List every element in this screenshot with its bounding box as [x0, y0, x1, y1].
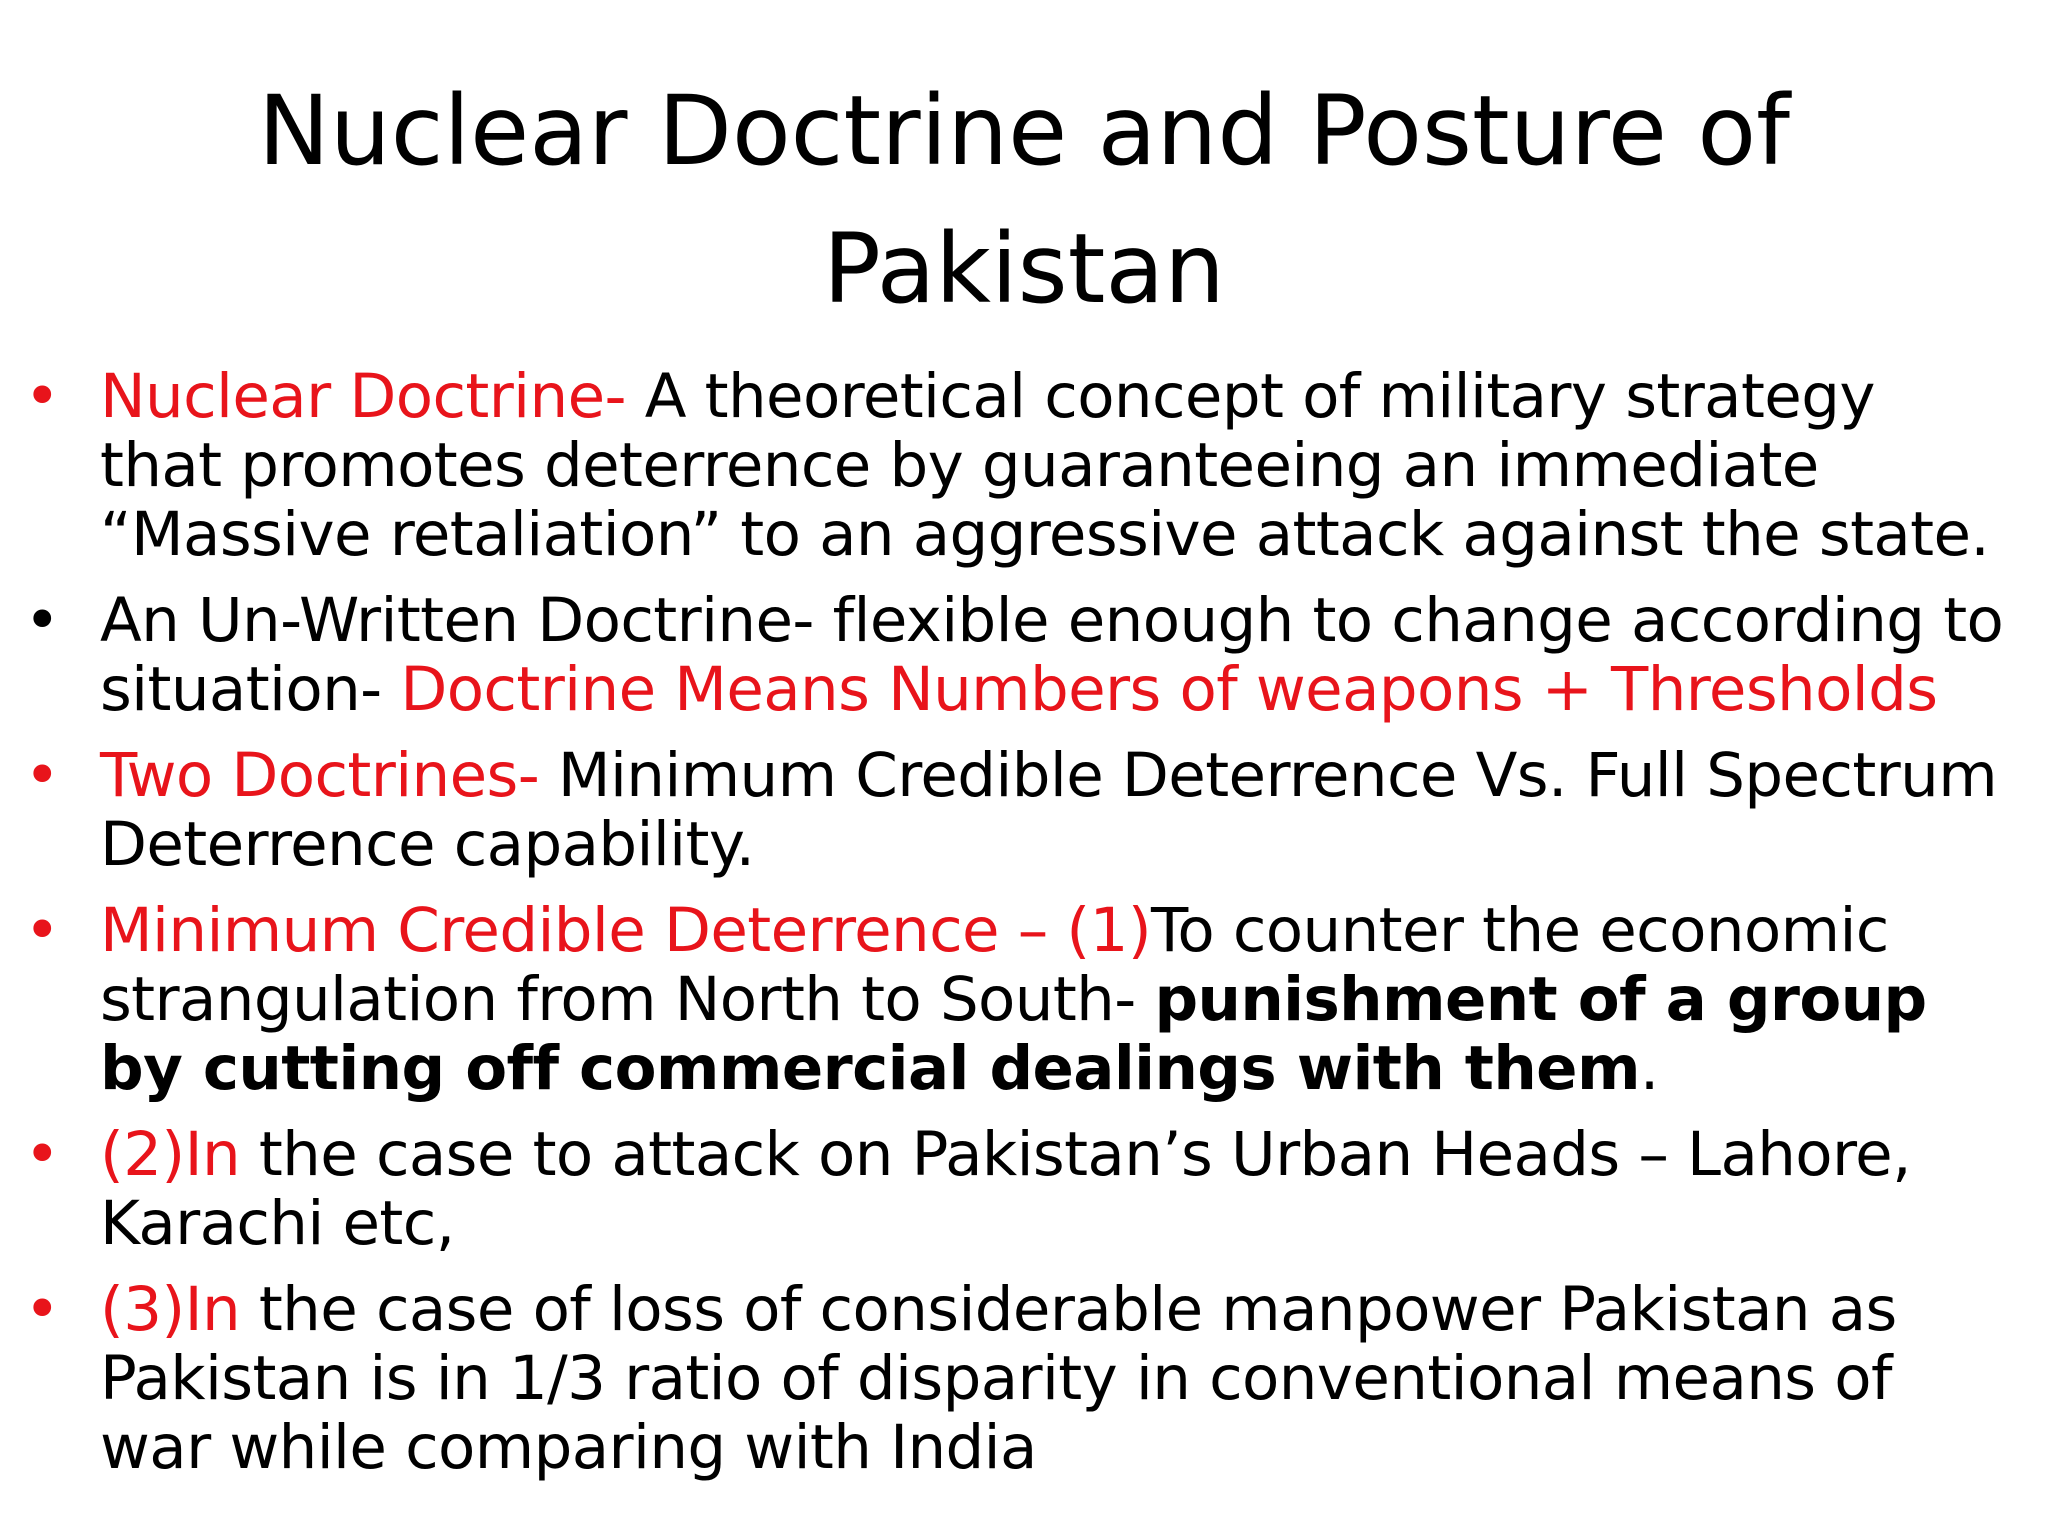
- bullet-lead: Nuclear Doctrine-: [100, 361, 626, 432]
- bullet-end: .: [1639, 1033, 1659, 1104]
- bullet-list: [0, 362, 2048, 1499]
- bullet-text: To counter the economic strangulation from North to South-: [100, 895, 1889, 1035]
- bullet-dot-icon: •: [24, 585, 60, 656]
- bullet-item-two-doctrines: [0, 741, 2048, 879]
- bullet-item-manpower-loss: [0, 1275, 2048, 1482]
- bullet-text: the case to attack on Pakistan’s Urban Heads – Lahore, Karachi etc,: [100, 1119, 1911, 1259]
- bullet-dot-icon: •: [24, 1274, 60, 1345]
- bullet-lead: (3)In: [100, 1274, 241, 1345]
- bullet-lead: (2)In: [100, 1119, 241, 1190]
- bullet-tail: Doctrine Means Numbers of weapons + Thresholds: [400, 654, 1938, 725]
- bullet-item-urban-heads: [0, 1120, 2048, 1258]
- bullet-text: Minimum Credible Deterrence Vs. Full Spectrum Deterrence capability.: [100, 740, 1998, 880]
- bullet-item-unwritten-doctrine: [0, 586, 2048, 724]
- bullet-item-minimum-credible-deterrence: [0, 896, 2048, 1103]
- bullet-dot-icon: •: [24, 740, 60, 811]
- bullet-dot-icon: •: [24, 895, 60, 966]
- bullet-item-nuclear-doctrine: [0, 362, 2048, 569]
- bullet-lead: Minimum Credible Deterrence – (1): [100, 895, 1152, 966]
- bullet-text: the case of loss of considerable manpower Pakistan as Pakistan is in 1/3 ratio of disparity in conventional means of war while comparing with India: [100, 1274, 1897, 1483]
- bullet-text: An Un-Written Doctrine- flexible enough to change according to situation-: [100, 585, 2004, 725]
- bullet-dot-icon: •: [24, 361, 60, 432]
- title-line-1: Nuclear Doctrine and Posture of: [258, 75, 1790, 187]
- bullet-text: A theoretical concept of military strategy that promotes deterrence by guaranteeing an immediate “Massive retaliation” to an aggressive attack against the state.: [100, 361, 1990, 570]
- title-line-2: Pakistan: [823, 213, 1225, 325]
- bullet-dot-icon: •: [24, 1119, 60, 1190]
- slide-title: [0, 62, 2048, 338]
- bullet-lead: Two Doctrines-: [100, 740, 540, 811]
- bullet-bold-text: punishment of a group by cutting off commercial dealings with them: [100, 964, 1927, 1104]
